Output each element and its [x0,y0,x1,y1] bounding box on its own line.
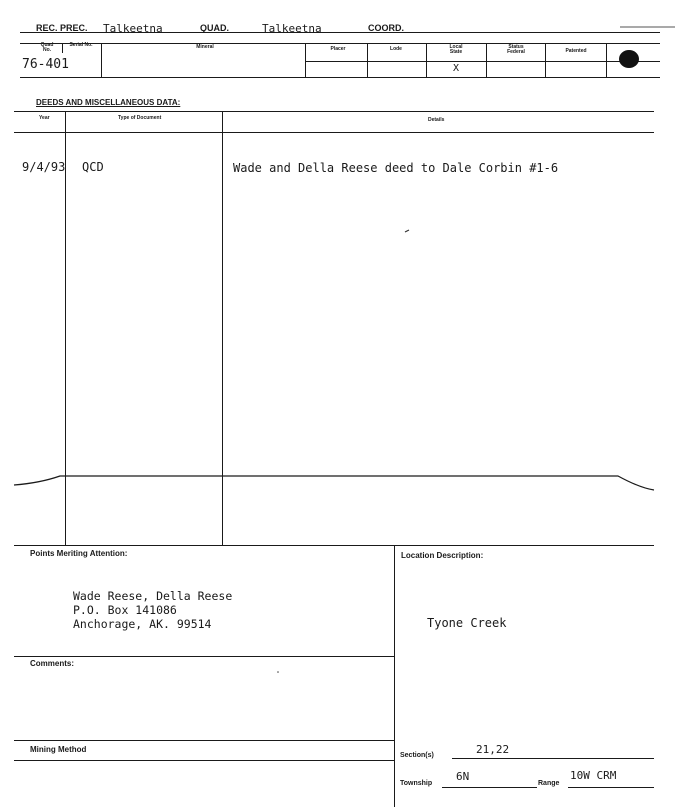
points-line: Wade Reese, Della Reese [73,589,233,603]
points-line: Anchorage, AK. 99514 [73,617,212,631]
township-value: 6N [456,770,470,783]
quad-number-value: 76-401 [22,57,69,72]
deed-details: Wade and Della Reese deed to Dale Corbin #1-6 [233,161,559,175]
deeds-section-title: DEEDS AND MISCELLANEOUS DATA: [36,98,181,107]
location-title: Location Description: [401,551,484,560]
points-title: Points Meriting Attention: [30,549,128,558]
col-patented: Patented [565,48,587,54]
location-value: Tyone Creek [427,616,507,630]
quad-value: Talkeetna [262,22,322,35]
quad-label: QUAD. [200,23,229,33]
deed-type: QCD [82,160,104,174]
col-serial-no: Serial No. [69,42,93,48]
col-placer: Placer [330,46,346,52]
deeds-col-type: Type of Document [118,115,162,121]
col-mineral: Mineral [196,44,214,50]
col-quad-no: Quad No. [40,42,54,53]
deeds-col-year: Year [39,115,50,121]
rec-prec-label: REC. PREC. [36,23,88,33]
mining-method-title: Mining Method [30,745,87,754]
rec-prec-value: Talkeetna [103,22,163,35]
comments-title: Comments: [30,659,75,668]
township-label: Township [400,780,433,787]
points-line: P.O. Box 141086 [73,603,177,617]
range-value: 10W CRM [570,769,617,782]
range-label: Range [538,780,560,787]
col-local-state: Local State [449,44,463,55]
coord-label: COORD. [368,23,404,33]
col-status-federal: Status Federal [507,44,525,55]
deed-year: 9/4/93 [22,160,66,174]
section-value: 21,22 [476,743,510,756]
section-label: Section(s) [400,752,434,759]
col-lode: Lode [390,46,402,52]
local-state-mark: X [453,63,460,74]
deeds-col-details: Details [428,117,445,123]
